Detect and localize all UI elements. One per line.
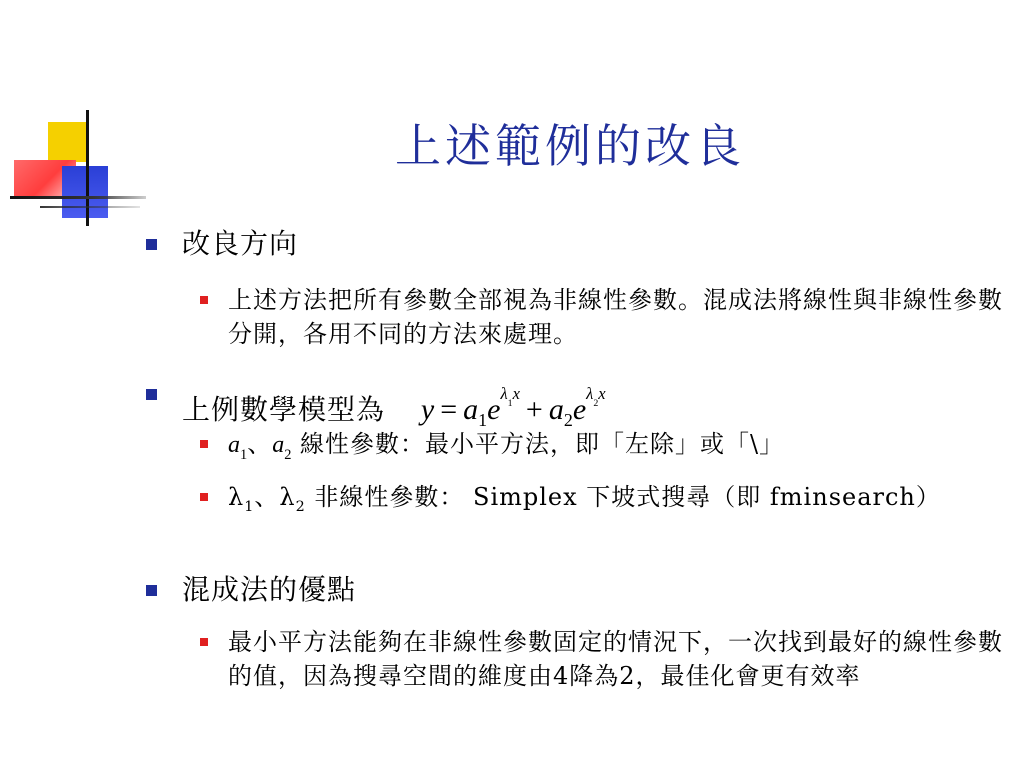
bullet-level1-improvement-direction [182,226,298,262]
coef-a2-sub: 2 [284,446,292,463]
formula-exp2-sub: 2 [593,398,599,410]
bullet-text: 非線性參數： Simplex 下坡式搜尋（即 fminsearch） [305,483,941,511]
separator: 、 [247,430,273,458]
formula-exp1-x: x [512,384,520,403]
formula-e2: e [572,392,587,426]
coef-a1 [228,432,248,463]
lambda-2-sub: 2 [295,498,306,515]
formula-equals: = [440,392,458,426]
formula-a1-sub: 1 [478,409,488,430]
square-bullet-icon [200,638,208,646]
lambda-2 [279,483,306,515]
formula-exp2-lambda: λ [586,384,594,403]
formula-a1: a [463,392,479,426]
model-formula [420,384,606,430]
square-bullet-icon [200,440,208,448]
bullet-text: 線性參數：最小平方法，即「左除」或「\」 [300,430,785,458]
formula-exp1-sub: 1 [507,398,513,410]
coef-a2 [272,432,292,463]
square-bullet-icon [200,296,208,304]
formula-exp1 [500,384,520,410]
lambda-1-sub: 1 [244,498,255,515]
square-bullet-icon [146,239,157,250]
separator: 、 [254,483,280,511]
bullet-level2-linear-params [228,427,1018,472]
bullet-level2-nonlinear-params [228,480,1018,524]
lambda-2-letter: λ [279,483,296,511]
bullet-text: 改良方向 [182,227,299,260]
formula-exp2-x: x [598,384,606,403]
bullet-level2-method-description [228,283,1018,351]
bullet-text: 上例數學模型為 [182,392,386,426]
formula-exp1-lambda: λ [500,384,508,403]
square-bullet-icon [146,585,157,596]
square-bullet-icon [200,493,208,501]
formula-a2: a [548,392,564,426]
bullet-level1-advantages [182,572,356,608]
bullet-level2-advantage-description [228,625,1018,693]
formula-y: y [420,392,435,426]
bullet-text: 混成法的優點 [182,573,357,606]
slide-title: 上述範例的改良 [395,119,745,173]
coef-a1-sub: 1 [240,446,248,463]
bullet-text: 上述方法把所有參數全部視為非線性參數。混成法將線性與非線性參數分開，各用不同的方法來處理。 [228,286,1003,348]
lambda-1 [228,483,255,515]
square-bullet-icon [146,389,157,400]
formula-a2-sub: 2 [563,409,573,430]
formula-exp2 [586,384,606,410]
formula-e1: e [487,392,501,426]
coef-a2-letter: a [272,432,285,458]
coef-a1-letter: a [228,432,240,458]
lambda-1-letter: λ [228,483,245,511]
formula-plus: + [525,392,543,426]
bullet-text: 最小平方法能夠在非線性參數固定的情況下，一次找到最好的線性參數的值，因為搜尋空間的維度由4降為2，最佳化會更有效率 [228,628,1003,690]
